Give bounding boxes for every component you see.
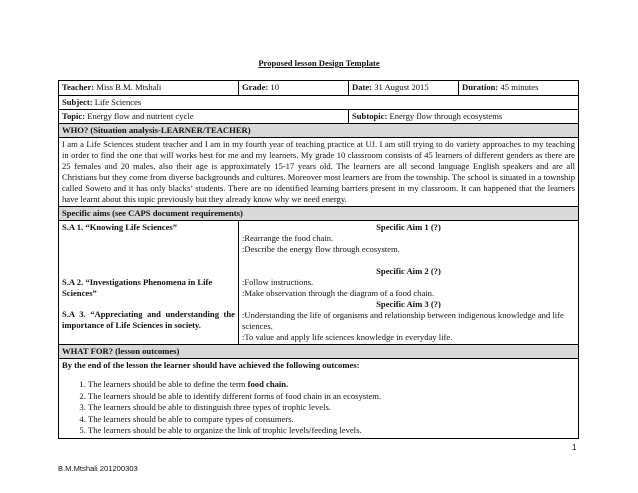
outcome-item: 1. The learners should be able to define the term food chain. [88, 379, 575, 391]
subtopic-cell: Subtopic: Energy flow through ecosystems [349, 110, 579, 124]
whatfor-heading-row [59, 345, 579, 359]
date-cell: Date: 31 August 2015 [349, 81, 459, 96]
outcomes-cell [59, 359, 579, 439]
aims-heading-row [59, 207, 579, 221]
aim2-item: :Follow instructions. [242, 277, 314, 287]
aims-left-column [59, 221, 239, 345]
subject-row [59, 96, 579, 110]
whatfor-heading: WHAT FOR? (lesson outcomes) [59, 345, 579, 359]
aim3-title: Specific Aim 3 (?) [376, 299, 441, 309]
outcome-item: 3. The learners should be able to distinguish three types of trophic levels. [88, 402, 575, 414]
document-title: Proposed lesson Design Template [258, 58, 380, 68]
who-heading-row [59, 124, 579, 138]
grade-cell: Grade: 10 [239, 81, 349, 96]
aim2-item: :Make observation through the diagram of a food chain. [242, 288, 435, 298]
duration-cell: Duration: 45 minutes [459, 81, 579, 96]
outcome-item: 2. The learners should be able to identify different forms of food chain in an ecosystem. [88, 391, 575, 403]
outcome-item: 4. The learners should be able to compare types of consumers. [88, 414, 575, 426]
outcomes-list [62, 379, 575, 437]
topic-row [59, 110, 579, 124]
outcomes-row [59, 359, 579, 439]
header-row [59, 81, 579, 96]
footer-author: B.M.Mtshali 201200303 [58, 464, 138, 473]
topic-cell: Topic: Energy flow and nutrient cycle [59, 110, 349, 124]
aim1-item: :Describe the energy flow through ecosystem. [242, 244, 400, 254]
who-heading: WHO? (Situation analysis-LEARNER/TEACHER) [59, 124, 579, 138]
lesson-plan-table [58, 80, 579, 439]
subject-cell: Subject: Life Sciences [59, 96, 579, 110]
specific-aims-heading: Specific aims (see CAPS document requirements) [59, 207, 579, 221]
situation-analysis-text: I am a Life Sciences student teacher and I am in my fourth year of teaching practice at UJ. I am still trying to do variety approaches to my teaching in order to find the one that will works best for me and my learners. My grade 10 classroom consists of 45 learners of different genders as there are 25 females and 20 males, also their age is approximately 15-17 years old. The learners are all second language English speakers and are all Christians but they come from diverse backgrounds and cultures. Moreover most learners are from the township. The school is situated in a township called Soweto and it has only blacks’ students. There are no identified learning barriers present in my classroom. It can happened that the learners have learnt about this topic previously but they already know why we need energy. [59, 138, 579, 207]
page-number: 1 [572, 443, 577, 452]
aim1-item: :Rearrange the food chain. [242, 233, 334, 243]
who-text-row [59, 138, 579, 207]
aim3-item: :Understanding the life of organisms and relationship between indigenous knowledge and life sciences. [242, 310, 564, 331]
aims-right-column [239, 221, 579, 345]
sa2-label: S.A 2. “Investigations Phenomena in Life Sciences” [62, 277, 213, 298]
sa1-label: S.A 1. “Knowing Life Sciences” [62, 222, 178, 232]
aim2-title: Specific Aim 2 (?) [376, 266, 441, 276]
outcomes-intro: By the end of the lesson the learner should have achieved the following outcomes: [62, 360, 360, 370]
outcome-item: 5. The learners should be able to organize the link of trophic levels/feeding levels. [88, 425, 575, 437]
aims-row [59, 221, 579, 345]
aim1-title: Specific Aim 1 (?) [376, 222, 441, 232]
teacher-cell: Teacher: Miss B.M. Mtshali [59, 81, 239, 96]
sa3-label: S.A 3. “Appreciating and understanding the importance of Life Sciences in society. [62, 309, 235, 330]
aim3-item: :To value and apply life sciences knowledge in everyday life. [242, 332, 453, 342]
